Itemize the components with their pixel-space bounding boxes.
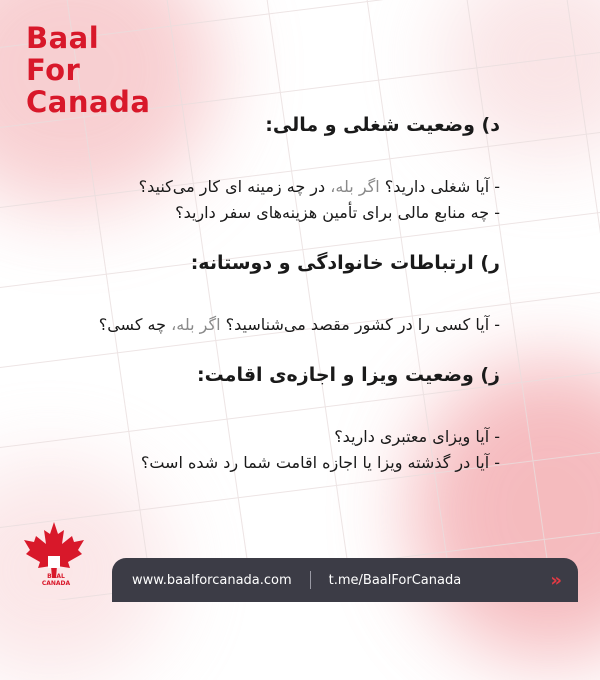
next-arrows-icon[interactable]: » xyxy=(550,569,562,591)
question-text: - آیا در گذشته ویزا یا اجازه اقامت شما رد شده است؟ xyxy=(140,453,500,472)
brand-line-1: Baal xyxy=(26,21,100,55)
brand-line-2: For xyxy=(26,53,81,87)
website-link[interactable]: www.baalforcanada.com xyxy=(132,572,292,588)
footer-divider xyxy=(310,571,311,589)
question-text: - آیا ویزای معتبری دارید؟ xyxy=(334,427,500,446)
section-heading-job-finance: د) وضعیت شغلی و مالی: xyxy=(265,114,500,136)
question-text-rest: در چه زمینه ای کار می‌کنید؟ xyxy=(138,177,331,196)
question-text: - آیا شغلی دارید؟ xyxy=(379,177,500,196)
section-heading-visa-residence: ز) وضعیت ویزا و اجازه‌ی اقامت: xyxy=(196,364,500,386)
question-note: اگر بله، xyxy=(330,177,380,196)
question-item xyxy=(60,200,500,226)
question-text: - چه منابع مالی برای تأمین هزینه‌های سفر دارید؟ xyxy=(175,203,500,222)
question-item xyxy=(60,450,500,476)
section-heading-family-ties: ر) ارتباطات خانوادگی و دوستانه: xyxy=(190,252,500,274)
question-item xyxy=(60,312,500,338)
telegram-link[interactable]: t.me/BaalForCanada xyxy=(328,572,462,588)
question-item xyxy=(60,174,500,200)
logo-label-line-2: CANADA xyxy=(41,580,71,587)
question-note: اگر بله، xyxy=(171,315,221,334)
question-item xyxy=(60,424,500,450)
questions-content xyxy=(60,110,500,476)
brand-line-3: Canada xyxy=(26,85,151,119)
maple-leaf-icon xyxy=(22,520,86,580)
logo-label xyxy=(38,573,74,587)
logo-label-line-1: BAAL xyxy=(47,573,65,580)
brand-logo-text xyxy=(26,22,150,118)
footer-bar xyxy=(112,558,578,602)
question-text: - آیا کسی را در کشور مقصد می‌شناسید؟ xyxy=(220,315,500,334)
question-text-rest: چه کسی؟ xyxy=(98,315,172,334)
